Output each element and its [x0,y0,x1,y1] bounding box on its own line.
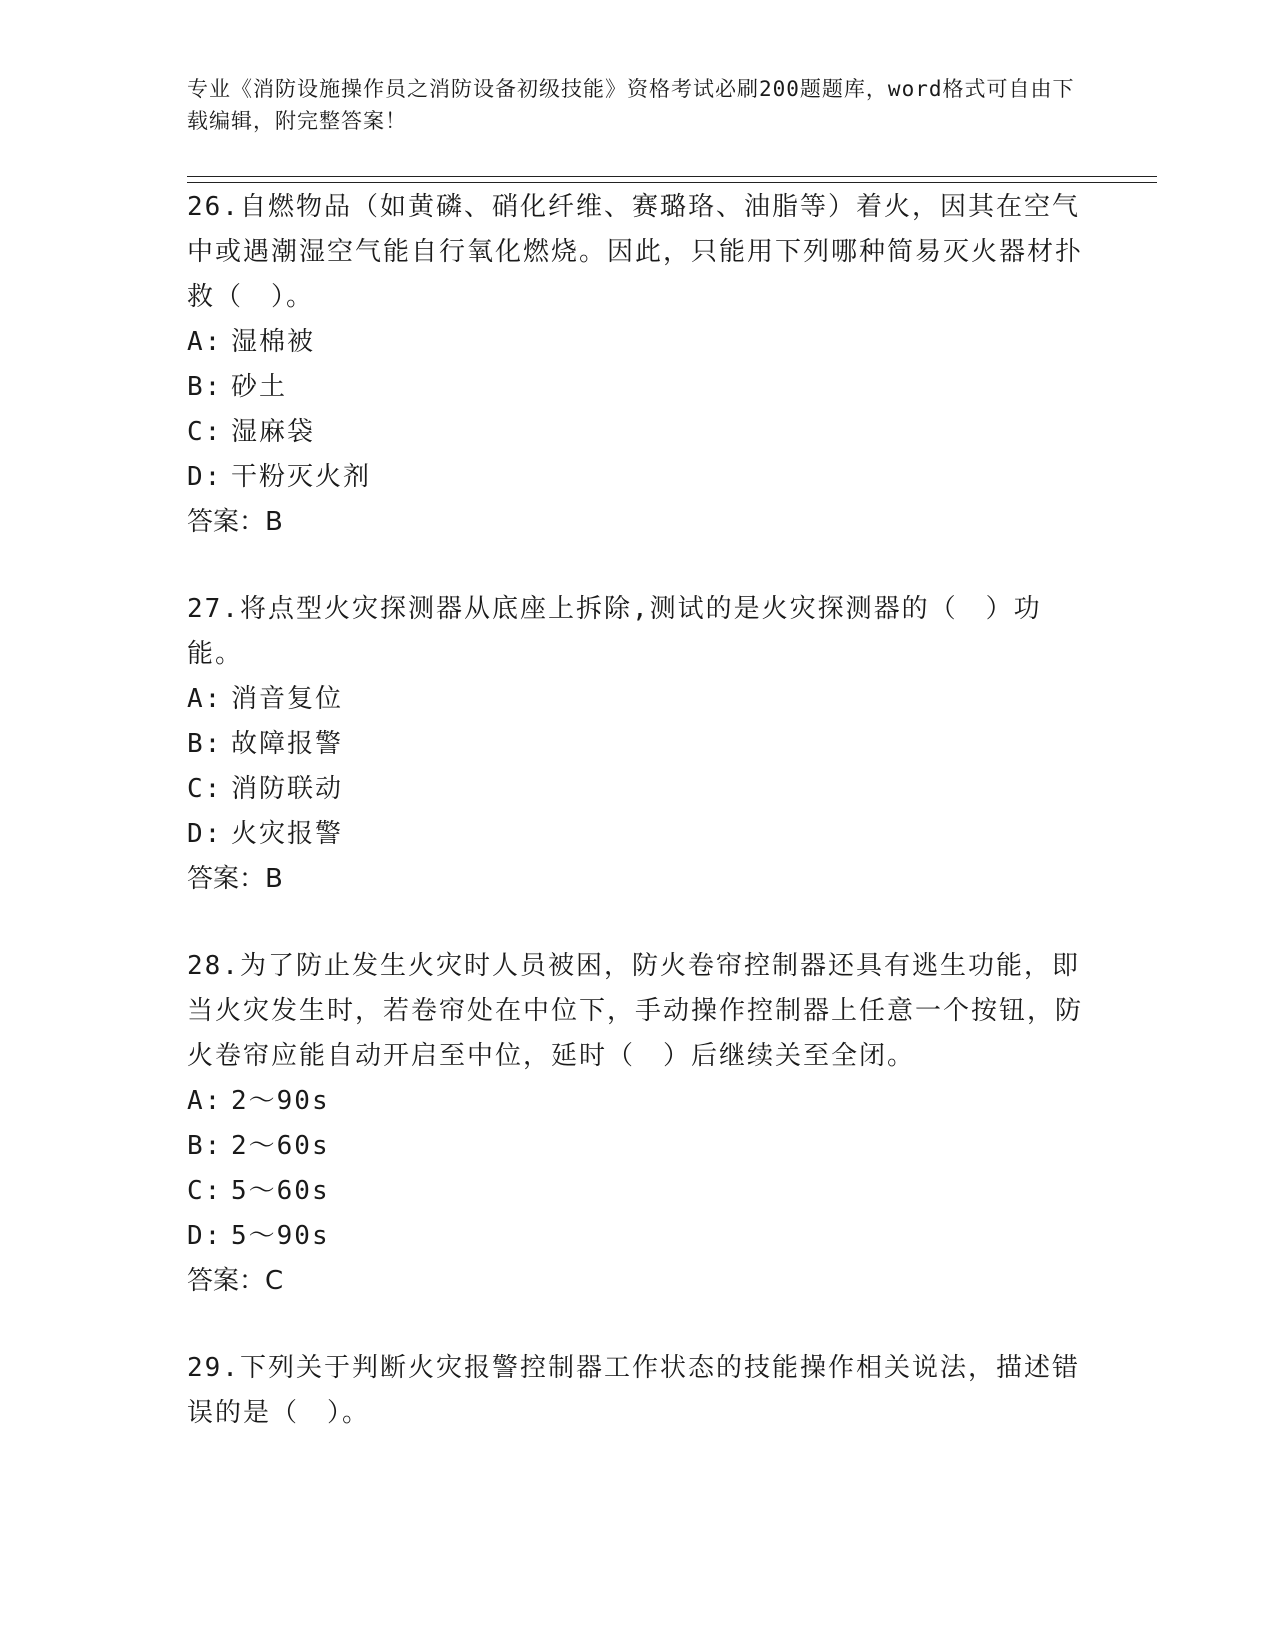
option-a [187,320,1087,365]
option-d [187,812,1087,857]
question-28 [187,944,1087,1304]
option-a [187,677,1087,722]
header-divider [187,176,1157,183]
option-key: B: [187,372,223,402]
question-29 [187,1346,1087,1436]
question-27 [187,587,1087,902]
option-a [187,1079,1087,1124]
option-text: 消音复位 [231,684,344,714]
option-key: B: [187,1131,223,1161]
option-text: 湿麻袋 [231,417,316,447]
option-b [187,722,1087,767]
option-text: 干粉灭火剂 [231,462,372,492]
option-text: 火灾报警 [231,819,344,849]
option-c [187,1169,1087,1214]
answer-line: 答案：B [187,507,283,537]
option-key: C: [187,1176,223,1206]
document-header: 专业《消防设施操作员之消防设备初级技能》资格考试必刷200题题库，word格式可自由下载编辑，附完整答案！ [187,77,1075,133]
option-key: C: [187,774,223,804]
option-text: 2～90s [231,1086,330,1116]
question-stem: 28.为了防止发生火灾时人员被困，防火卷帘控制器还具有逃生功能，即当火灾发生时，若卷帘处在中位下，手动操作控制器上任意一个按钮，防火卷帘应能自动开启至中位，延时（ ）后继续关至全闭。 [187,951,1084,1071]
question-stem: 29.下列关于判断火灾报警控制器工作状态的技能操作相关说法，描述错误的是（ ）。 [187,1353,1080,1428]
option-b [187,365,1087,410]
question-stem: 27.将点型火灾探测器从底座上拆除,测试的是火灾探测器的（ ）功能。 [187,594,1042,669]
option-c [187,410,1087,455]
option-text: 2～60s [231,1131,330,1161]
option-text: 消防联动 [231,774,344,804]
option-key: C: [187,417,223,447]
option-key: D: [187,819,223,849]
option-key: B: [187,729,223,759]
option-c [187,767,1087,812]
option-text: 5～60s [231,1176,330,1206]
option-key: A: [187,684,223,714]
option-text: 湿棉被 [231,327,316,357]
question-stem: 26.自燃物品（如黄磷、硝化纤维、赛璐珞、油脂等）着火，因其在空气中或遇潮湿空气能自行氧化燃烧。因此，只能用下列哪种简易灭火器材扑救（ ）。 [187,192,1084,312]
option-text: 5～90s [231,1221,330,1251]
option-key: D: [187,1221,223,1251]
option-key: D: [187,462,223,492]
answer-line: 答案：C [187,1266,284,1296]
option-key: A: [187,1086,223,1116]
option-d [187,1214,1087,1259]
option-text: 砂土 [231,372,288,402]
question-26 [187,185,1087,545]
answer-line: 答案：B [187,864,283,894]
option-text: 故障报警 [231,729,344,759]
question-list [187,185,1087,1478]
option-d [187,455,1087,500]
option-key: A: [187,327,223,357]
option-b [187,1124,1087,1169]
